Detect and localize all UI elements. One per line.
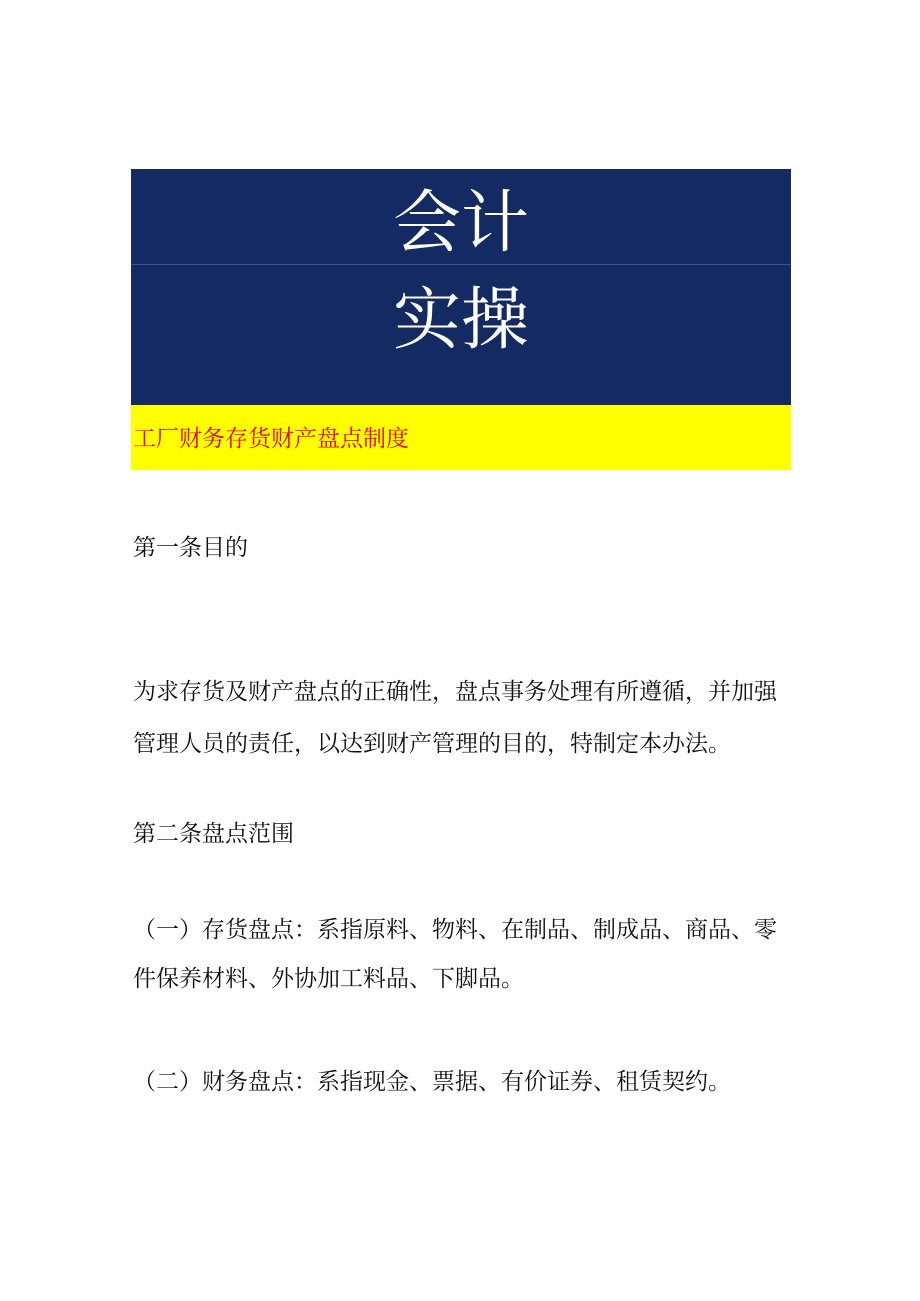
article1-body-line1: 为求存货及财产盘点的正确性，盘点事务处理有所遵循，并加强 xyxy=(133,679,777,705)
banner-divider xyxy=(131,264,791,265)
banner-title-line2: 实操 xyxy=(392,281,529,360)
item2-line1: （二）财务盘点：系指现金、票据、有价证券、租赁契约。 xyxy=(133,1069,731,1095)
article2-heading: 第二条盘点范围 xyxy=(133,821,294,847)
item1-line2: 件保养材料、外协加工料品、下脚品。 xyxy=(133,966,524,992)
document-subtitle: 工厂财务存货财产盘点制度 xyxy=(133,426,409,452)
banner-title-line1: 会计 xyxy=(392,184,529,263)
article1-body-line2: 管理人员的责任，以达到财产管理的目的，特制定本办法。 xyxy=(133,731,731,757)
article1-heading: 第一条目的 xyxy=(133,535,248,561)
item1-line1: （一）存货盘点：系指原料、物料、在制品、制成品、商品、零 xyxy=(133,917,777,943)
